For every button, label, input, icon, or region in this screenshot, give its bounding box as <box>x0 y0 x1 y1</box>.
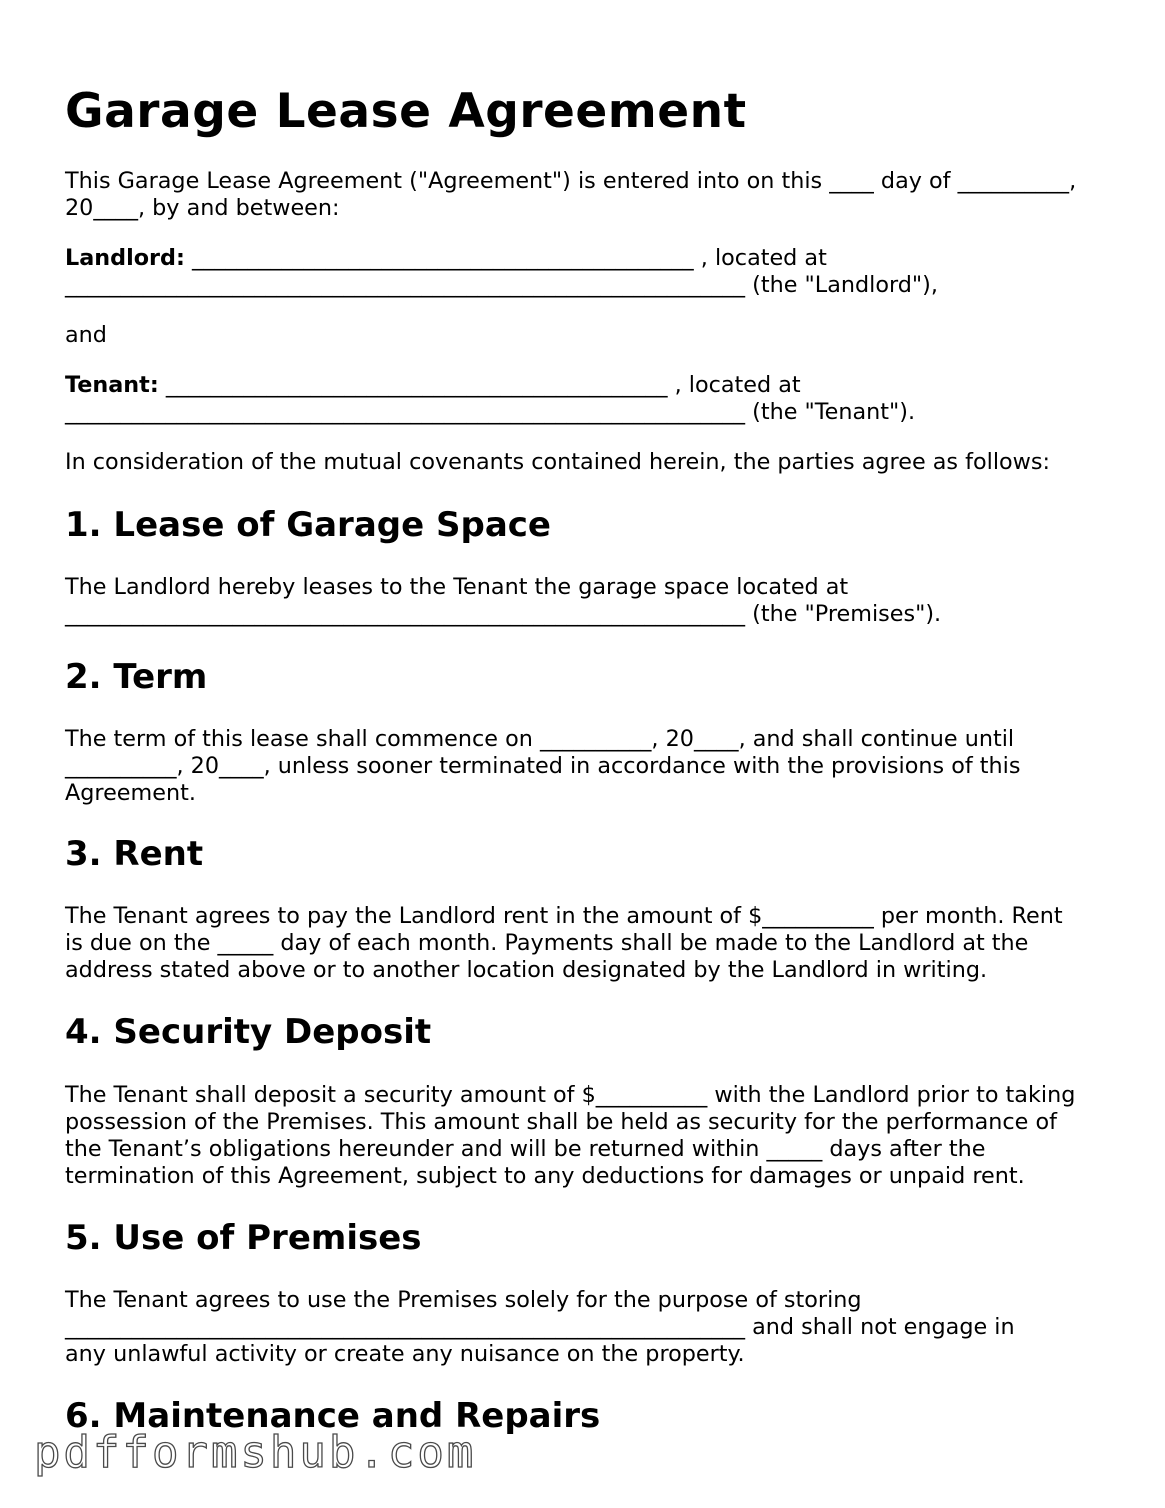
section-1-line: The Landlord hereby leases to the Tenant the garage space located at <box>65 574 849 600</box>
document-title: Garage Lease Agreement <box>65 84 747 139</box>
section-4-line: possession of the Premises. This amount shall be held as security for the performance of <box>65 1109 1057 1135</box>
intro-line-1: This Garage Lease Agreement ("Agreement") is entered into on this ____ day of __________, <box>65 168 1077 194</box>
section-4-line: termination of this Agreement, subject to any deductions for damages or unpaid rent. <box>65 1163 1025 1189</box>
intro-line-2: 20____, by and between: <box>65 195 340 221</box>
section-3-heading: 3. Rent <box>65 834 204 874</box>
landlord-line-1 <box>65 245 827 272</box>
consideration-text: In consideration of the mutual covenants contained herein, the parties agree as follows: <box>65 449 1051 475</box>
landlord-label: Landlord: <box>65 245 185 271</box>
section-4-heading: 4. Security Deposit <box>65 1012 432 1052</box>
section-1-line: _____________________________________________________________ (the "Premises"). <box>65 601 942 627</box>
tenant-name-blank: _____________________________________________ , located at <box>158 372 801 398</box>
section-3-line: address stated above or to another location designated by the Landlord in writing. <box>65 957 988 983</box>
section-3-line: is due on the _____ day of each month. Payments shall be made to the Landlord at the <box>65 930 1029 956</box>
section-3-line: The Tenant agrees to pay the Landlord rent in the amount of $__________ per month. Rent <box>65 903 1063 929</box>
landlord-line-2: _____________________________________________________________ (the "Landlord"), <box>65 272 938 298</box>
section-4-line: The Tenant shall deposit a security amount of $__________ with the Landlord prior to taking <box>65 1082 1076 1108</box>
section-5-line: _____________________________________________________________ and shall not engage in <box>65 1314 1015 1340</box>
section-6-heading: 6. Maintenance and Repairs <box>65 1396 601 1436</box>
landlord-name-blank: _____________________________________________ , located at <box>184 245 827 271</box>
tenant-line-2: _____________________________________________________________ (the "Tenant"). <box>65 399 916 425</box>
section-2-line: __________, 20____, unless sooner terminated in accordance with the provisions of this <box>65 753 1021 779</box>
section-5-line: The Tenant agrees to use the Premises solely for the purpose of storing <box>65 1287 862 1313</box>
watermark-text: pdfformshub.com <box>34 1427 477 1478</box>
section-4-line: the Tenant’s obligations hereunder and will be returned within _____ days after the <box>65 1136 986 1162</box>
section-5-line: any unlawful activity or create any nuisance on the property. <box>65 1341 745 1367</box>
and-text: and <box>65 322 107 348</box>
section-5-heading: 5. Use of Premises <box>65 1218 422 1258</box>
section-2-line: The term of this lease shall commence on __________, 20____, and shall continue until <box>65 726 1015 752</box>
section-2-heading: 2. Term <box>65 657 208 697</box>
section-1-heading: 1. Lease of Garage Space <box>65 505 551 545</box>
tenant-line-1 <box>65 372 801 399</box>
tenant-label: Tenant: <box>65 372 159 398</box>
section-2-line: Agreement. <box>65 780 196 806</box>
